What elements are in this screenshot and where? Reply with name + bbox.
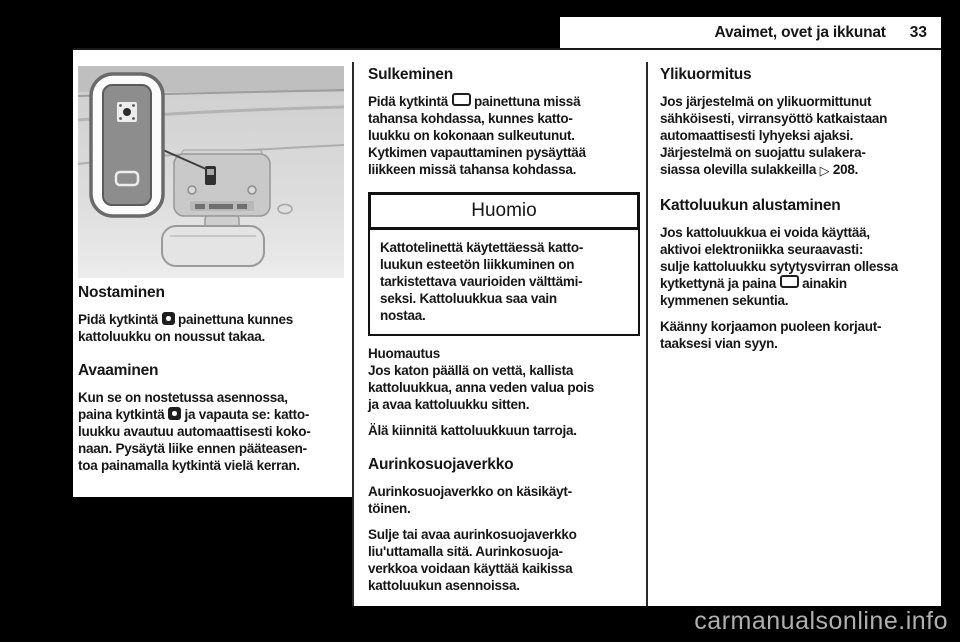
overhead-console [174, 150, 270, 216]
text-line: Huomautus [368, 346, 440, 361]
text-line: kymmenen sekuntia. [660, 293, 789, 308]
column-right-text [660, 66, 938, 352]
text-line: tahansa kohdassa, kunnes katto- [368, 111, 573, 126]
paragraph [368, 345, 638, 413]
column-left [78, 60, 344, 474]
caution-header [368, 192, 640, 230]
paragraph [78, 311, 344, 345]
section-heading: Nostaminen [78, 284, 165, 301]
text-line: automaattisesti lyhyeksi ajaksi. [660, 128, 854, 143]
caution-box [368, 192, 640, 336]
section-heading: Ylikuormitus [660, 66, 752, 83]
caution-title: Huomio [471, 200, 537, 221]
text-line: toa painamalla kytkintä vielä kerran. [78, 458, 300, 473]
paragraph [660, 318, 938, 352]
text-line: Älä kiinnitä kattoluukkuun tarroja. [368, 423, 577, 438]
text-line: kattoluukku on noussut takaa. [78, 329, 266, 344]
sunroof-switch [205, 166, 216, 185]
text-line: Käänny korjaamon puoleen korjaut- [660, 319, 882, 334]
tilt-switch-icon [168, 407, 181, 420]
text-line: Kun se on nostetussa asennossa, [78, 390, 288, 405]
text-line: luukun esteetön liikkuminen on [380, 257, 575, 272]
paragraph [660, 224, 938, 309]
section-heading: Kattoluukun alustaminen [660, 197, 841, 214]
text-line: taaksesi vian syyn. [660, 336, 778, 351]
text-line: Järjestelmä on suojattu sulakera- [660, 145, 866, 160]
paragraph [368, 526, 638, 594]
page-number: 33 [909, 23, 927, 41]
sunroof-switch-illustration [78, 66, 344, 278]
paragraph [368, 483, 638, 517]
text-line: luukku on kokonaan sulkeutunut. [368, 128, 575, 143]
text-line: seksi. Kattoluukkua saa vain [380, 291, 557, 306]
text-line: liu'uttamalla sitä. Aurinkosuoja- [368, 544, 563, 559]
column-left-text [78, 284, 344, 474]
close-switch-icon [452, 93, 471, 106]
text-line: paina kytkintä ja vapauta se: katto- [78, 407, 310, 422]
section-heading: Avaaminen [78, 362, 159, 379]
column-divider-right [646, 62, 648, 606]
chapter-title: Avaimet, ovet ja ikkunat [714, 23, 886, 41]
column-divider-left [352, 62, 354, 606]
text-line: verkkoa voidaan käyttää kaikissa [368, 561, 573, 576]
text-line: Aurinkosuojaverkko on käsikäyt- [368, 484, 572, 499]
section-heading: Sulkeminen [368, 66, 453, 83]
text-line: sulje kattoluukku sytytysvirran ollessa [660, 259, 898, 274]
text-line: kattoluukun asennoissa. [368, 578, 520, 593]
text-line: töinen. [368, 501, 411, 516]
text-line: Kytkimen vapauttaminen pysäyttää [368, 145, 586, 160]
text-line: sähköisesti, virransyöttö katkaistaan [660, 111, 888, 126]
text-line: Jos järjestelmä on ylikuormittunut [660, 94, 872, 109]
text-line: liikkeen missä tahansa kohdassa. [368, 162, 577, 177]
text-line: Pidä kytkintä painettuna missä [368, 94, 581, 109]
paragraph [78, 389, 344, 474]
header-rule [73, 48, 941, 50]
text-line: naan. Pysäytä liike ennen pääteasen- [78, 441, 307, 456]
text-line: ja avaa kattoluukku sitten. [368, 397, 530, 412]
section-heading: Aurinkosuojaverkko [368, 456, 514, 473]
text-line: kytkettynä ja paina ainakin [660, 276, 847, 291]
text-line: Sulje tai avaa aurinkosuojaverkko [368, 527, 577, 542]
page-header [560, 17, 941, 48]
text-line: nostaa. [380, 308, 426, 323]
text-line: Kattotelinettä käytettäessä katto- [380, 240, 584, 255]
paragraph [368, 422, 638, 439]
column-middle-text [368, 66, 638, 594]
close-switch-icon [780, 275, 799, 288]
text-line: luukku avautuu automaattisesti koko- [78, 424, 311, 439]
column-right [660, 60, 938, 352]
paragraph [660, 93, 938, 180]
text-line: Pidä kytkintä painettuna kunnes [78, 312, 294, 327]
line-art [78, 66, 344, 278]
column-middle [368, 60, 638, 594]
text-line: siassa olevilla sulakkeilla ▷ 208. [660, 162, 859, 179]
text-line: Jos katon päällä on vettä, kallista [368, 363, 574, 378]
text-line: aktivoi elektroniikka seuraavasti: [660, 242, 864, 257]
caution-body [368, 230, 640, 336]
tilt-switch-icon [117, 102, 137, 122]
text-line: tarkistettava vaurioiden välttämi- [380, 274, 583, 289]
ref-arrow-icon: ▷ [819, 164, 830, 179]
watermark: carmanualsonline.info [694, 607, 948, 635]
text-line: Jos kattoluukkua ei voida käyttää, [660, 225, 870, 240]
tilt-switch-icon [162, 312, 175, 325]
paragraph [368, 93, 638, 178]
text-line: kattoluukkua, anna veden valua pois [368, 380, 595, 395]
bottom-left-margin [73, 497, 352, 606]
